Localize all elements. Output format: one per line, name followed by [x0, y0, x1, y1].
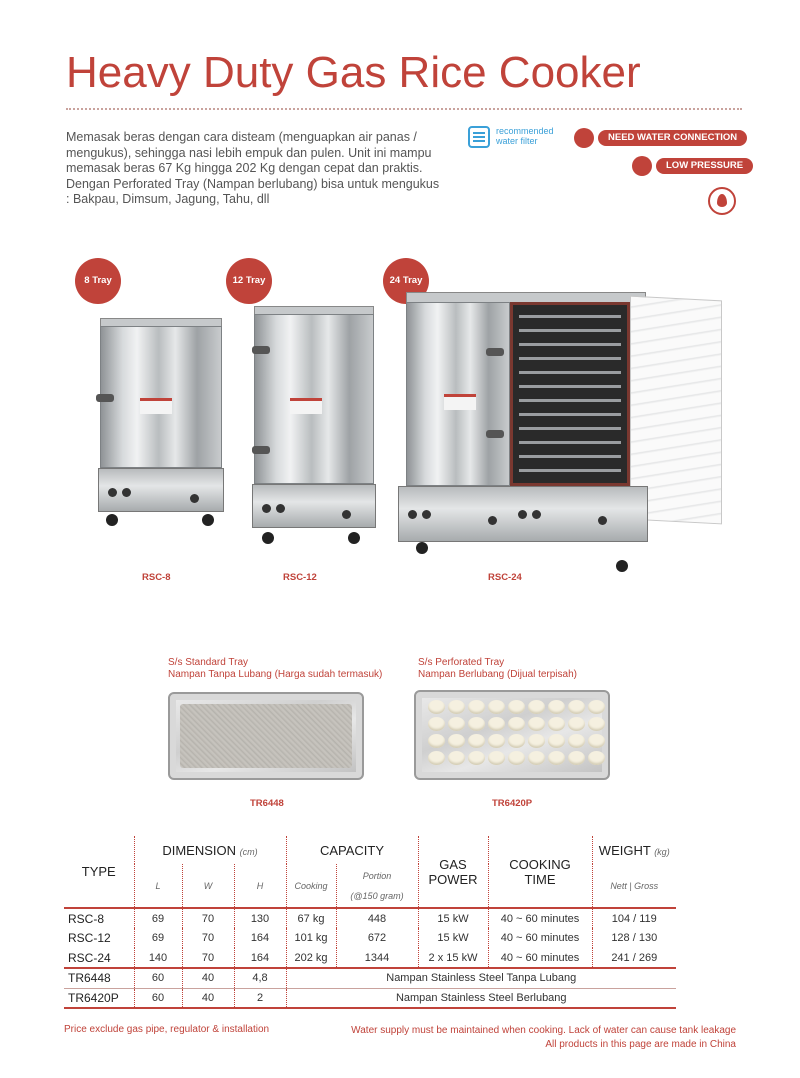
gas-flame-icon [708, 187, 736, 215]
header-portion-note: (@150 gram) [350, 890, 404, 901]
cell-h: 164 [234, 928, 286, 948]
cell-l: 60 [134, 988, 182, 1008]
bun [448, 700, 465, 714]
cell-type: RSC-8 [64, 908, 134, 928]
bun [528, 751, 545, 765]
footer-right-notes [351, 1024, 736, 1052]
bun [568, 751, 585, 765]
bun [428, 751, 445, 765]
cell-weight: 128 / 130 [592, 928, 676, 948]
cell-l: 60 [134, 968, 182, 988]
rsc-12-image [250, 306, 380, 546]
cell-cooking: 67 kg [286, 908, 336, 928]
bun [588, 700, 605, 714]
bun [548, 751, 565, 765]
header-l: L [134, 864, 182, 908]
bun [428, 700, 445, 714]
bun [568, 717, 585, 731]
cell-portion: 672 [336, 928, 418, 948]
bun [448, 751, 465, 765]
water-filter-line1: recommended [496, 126, 554, 136]
bun [488, 751, 505, 765]
water-filter-badge [468, 126, 578, 154]
cell-type: TR6420P [64, 988, 134, 1008]
table-row [64, 988, 676, 1008]
header-portion-text: Portion [362, 870, 392, 881]
cell-w: 70 [182, 948, 234, 968]
header-dimension-unit: (cm) [239, 846, 258, 857]
water-filter-icon [468, 126, 490, 148]
cell-cooking: 101 kg [286, 928, 336, 948]
tray-tag-8: 8 Tray [75, 258, 121, 304]
header-weight [592, 836, 676, 864]
bun [568, 734, 585, 748]
bun [588, 734, 605, 748]
water-filter-text [496, 126, 576, 146]
cell-portion: 448 [336, 908, 418, 928]
tray-tag-12: 12 Tray [226, 258, 272, 304]
cell-w: 40 [182, 968, 234, 988]
water-connection-label: NEED WATER CONNECTION [598, 130, 747, 146]
bun [508, 700, 525, 714]
header-cooking: COOKING [509, 856, 571, 872]
bun [568, 700, 585, 714]
header-power: POWER [428, 871, 478, 887]
bun [548, 717, 565, 731]
header-portion [336, 864, 418, 908]
table-row [64, 948, 676, 968]
bun [468, 700, 485, 714]
footer-price-note: Price exclude gas pipe, regulator & installation [64, 1024, 270, 1035]
cell-w: 40 [182, 988, 234, 1008]
bun [468, 734, 485, 748]
bun [548, 734, 565, 748]
footer-water-note: Water supply must be maintained when cooking. Lack of water can cause tank leakage [351, 1025, 736, 1036]
cell-description: Nampan Stainless Steel Tanpa Lubang [286, 968, 676, 988]
bun [448, 717, 465, 731]
bun [428, 734, 445, 748]
title-divider [66, 108, 742, 110]
bun [488, 717, 505, 731]
bun [528, 734, 545, 748]
tray-code-tr6448: TR6448 [250, 798, 284, 809]
table-bottom-rule [64, 1008, 676, 1009]
cell-type: RSC-12 [68, 931, 111, 945]
perforated-tray-desc: Nampan Berlubang (Dijual terpisah) [418, 669, 577, 680]
standard-tray-desc: Nampan Tanpa Lubang (Harga sudah termasuk) [168, 669, 383, 680]
model-label-rsc-12: RSC-12 [283, 572, 317, 583]
header-type: TYPE [81, 864, 116, 879]
intro-paragraph: Memasak beras dengan cara disteam (menguapkan air panas / mengukus), sehingga nasi lebih empuk dan pulen. Unit ini mampu memasak beras 67 Kg hingga 202 Kg dengan cepat dan praktis. Dengan Perforated Tray (Nampan berlubang) bisa untuk mengukus : Bakpau, Dimsum, Jagung, Tahu, dll [66, 130, 440, 206]
header-weight-unit: (kg) [654, 846, 670, 857]
cell-description: Nampan Stainless Steel Berlubang [286, 988, 676, 1008]
cell-cooking: 202 kg [286, 948, 336, 968]
bun [488, 734, 505, 748]
cell-type: TR6448 [64, 968, 134, 988]
cell-l: 69 [134, 928, 182, 948]
model-label-rsc-24: RSC-24 [488, 572, 522, 583]
bun [528, 700, 545, 714]
cell-gas: 15 kW [418, 928, 488, 948]
header-nett-gross: Nett | Gross [592, 864, 676, 908]
water-tap-icon [574, 128, 594, 148]
cell-time: 40 ~ 60 minutes [488, 928, 592, 948]
perforated-tray-image [414, 690, 610, 780]
bun [468, 751, 485, 765]
bun [588, 751, 605, 765]
bun [448, 734, 465, 748]
perforated-tray-name: S/s Perforated Tray [418, 657, 505, 668]
water-connection-badge [574, 128, 744, 148]
header-dimension-text: DIMENSION [162, 842, 237, 858]
model-label-rsc-8: RSC-8 [142, 572, 171, 583]
table-row [64, 928, 676, 948]
bun [548, 700, 565, 714]
cell-l: 140 [134, 948, 182, 968]
cell-weight: 241 / 269 [592, 948, 676, 968]
cell-weight: 104 / 119 [592, 908, 676, 928]
pressure-gauge-icon [632, 156, 652, 176]
low-pressure-label: LOW PRESSURE [656, 158, 753, 174]
header-time: TIME [524, 871, 556, 887]
table-row [64, 968, 676, 988]
tray-code-tr6420p: TR6420P [492, 798, 533, 809]
bun [508, 734, 525, 748]
water-filter-line2: water filter [496, 136, 538, 146]
header-w: W [182, 864, 234, 908]
header-cooking-capacity: Cooking [286, 864, 336, 908]
cell-time: 40 ~ 60 minutes [488, 948, 592, 968]
cell-gas: 2 x 15 kW [418, 948, 488, 968]
cell-h: 2 [234, 988, 286, 1008]
bun [528, 717, 545, 731]
cell-h: 130 [234, 908, 286, 928]
header-gas-power [418, 836, 488, 908]
bun [508, 717, 525, 731]
spec-table [64, 836, 676, 1009]
cell-w: 70 [182, 908, 234, 928]
header-dimension [134, 836, 286, 864]
cell-w: 70 [182, 928, 234, 948]
cell-h: 164 [234, 948, 286, 968]
cell-portion: 1344 [336, 948, 418, 968]
perforated-tray-caption [418, 657, 577, 681]
bun [428, 717, 445, 731]
header-capacity: CAPACITY [286, 836, 418, 864]
table-row [64, 908, 676, 928]
bun [588, 717, 605, 731]
standard-tray-image [168, 692, 364, 780]
page-title: Heavy Duty Gas Rice Cooker [66, 48, 641, 97]
low-pressure-badge [632, 156, 742, 176]
rsc-24-image [398, 290, 728, 580]
cell-gas: 15 kW [418, 908, 488, 928]
header-weight-text: WEIGHT [598, 842, 651, 858]
header-cooking-time [488, 836, 592, 908]
bun [468, 717, 485, 731]
header-h: H [234, 864, 286, 908]
footer-origin-note: All products in this page are made in China [545, 1039, 736, 1050]
cell-type: RSC-24 [68, 950, 111, 965]
cell-l: 69 [134, 908, 182, 928]
cell-h: 4,8 [234, 968, 286, 988]
standard-tray-caption [168, 657, 382, 681]
tray-tag-24: 24 Tray [383, 258, 429, 304]
bun [488, 700, 505, 714]
bun [508, 751, 525, 765]
standard-tray-name: S/s Standard Tray [168, 657, 249, 668]
cell-time: 40 ~ 60 minutes [488, 908, 592, 928]
rsc-8-image [94, 318, 234, 528]
header-gas: GAS [439, 856, 467, 872]
